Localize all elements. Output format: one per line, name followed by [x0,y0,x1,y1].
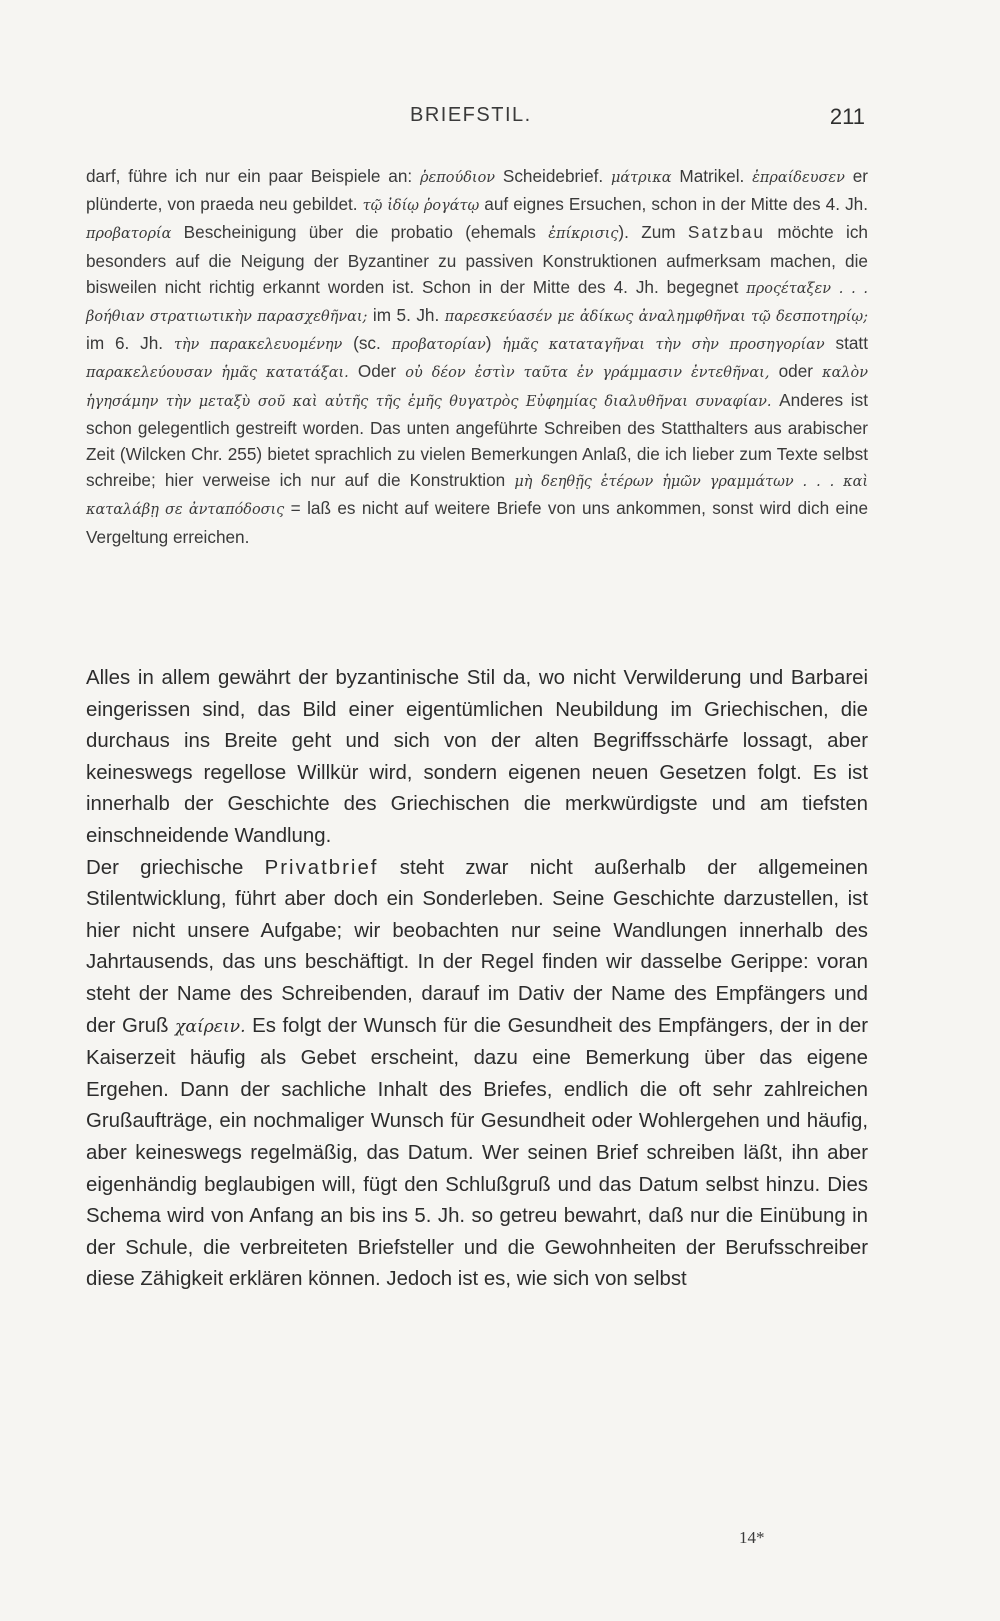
greek-quote: τὴν παρακελευομένην [173,337,343,354]
greek-quote: προβατορίαν [391,337,486,354]
paragraph-privatbrief: Der griechische Privatbrief steht zwar nicht außerhalb der allgemeinen Stilentwicklung, führt aber doch ein Sonderleben. Seine Geschichte darzustellen, ist hier nicht unsere Aufgabe; wir beobachten nur seine Wandlungen innerhalb des Jahrtausends, das uns beschäftigt. In der Regel finden wir dasselbe Gerippe: voran steht der Name des Schreibenden, darauf im Dativ der Name des Empfängers und der Gruß χαίρειν. Es folgt der Wunsch für die Gesundheit des Empfängers, der in der Kaiserzeit häufig als Gebet erscheint, dazu eine Bemerkung über das eigene Ergehen. Dann der sachliche Inhalt des Briefes, endlich die oft sehr zahlreichen Grußaufträge, ein nochmaliger Wunsch für Gesundheit oder Wohlergehen und häufig, aber keineswegs regelmäßig, das Datum. Wer seinen Brief schreiben läßt, ihn aber eigenhändig beglaubigen will, fügt den Schlußgruß und das Datum selbst hinzu. Dies Schema wird von Anfang an bis ins 5. Jh. so getreu bewahrt, daß nur die Einübung in der Schule, die verbreiteten Briefsteller und die Gewohnheiten der Berufsschreiber diese Zähigkeit erklären können. Jedoch ist es, wie sich von selbst [86,856,868,1291]
greek-term: τῷ ἰδίῳ ῥογάτῳ [362,198,480,215]
greek-quote: ἡμᾶς καταταγῆναι τὴν σὴν προσηγορίαν [502,337,825,354]
printer-signature: 14* [739,1528,765,1547]
greek-term: χαίρειν. [175,1016,246,1037]
greek-term: μάτρικα [611,170,672,186]
greek-term: ἐπραίδευσεν [752,170,845,186]
greek-quote: παρακελεύουσαν ἡμᾶς κατατάξαι. [86,365,349,382]
greek-quote: μὴ δεηθῇς ἑτέρων ἡμῶν γραμμάτων . . . καὶ καταλάβῃ σε ἀνταπόδοσις [86,474,868,519]
greek-quote: παρεσκεύασέν με ἀδίκως ἀναλημφθῆναι τῷ δεσποτηρίῳ; [444,309,868,326]
greek-term: ἐπίκρισις [548,226,619,243]
running-head [410,104,865,134]
footnote-block [86,163,868,550]
main-text [86,663,868,1296]
footnote-paragraph: darf, führe ich nur ein paar Beispiele an: ῥεπούδιον Scheidebrief. μάτρικα Matrikel. ἐπραίδευσεν er plünderte, von praeda neu gebildet. τῷ ἰδίῳ ῥογάτῳ auf eignes Ersuchen, schon in der Mitte des 4. Jh. προβατορία Bescheinigung über die probatio (ehemals ἐπίκρισις). Zum Satzbau möchte ich besonders auf die Neigung der Byzantiner zu passiven Konstruktionen aufmerksam machen, die bisweilen nicht richtig erkannt worden ist. Schon in der Mitte des 4. Jh. begegnet προςέταξεν . . . βοήθιαν στρατιωτικὴν παρασχεθῆναι; im 5. Jh. παρεσκεύασέν με ἀδίκως ἀναλημφθῆναι τῷ δεσποτηρίῳ; im 6. Jh. τὴν παρακελευομένην (sc. προβατορίαν) ἡμᾶς καταταγῆναι τὴν σὴν προσηγορίαν statt παρακελεύουσαν ἡμᾶς κατατάξαι. Oder οὐ δέον ἐστὶν ταῦτα ἐν γράμμασιν ἐντεθῆναι, oder καλὸν ἡγησάμην τὴν μεταξὺ σοῦ καὶ αὐτῆς τῆς ἐμῆς θυγατρὸς Εὐφημίας διαλυθῆναι συναφίαν. Anderes ist schon gelegentlich gestreift worden. Das unten angeführte Schreiben des Statthalters aus arabischer Zeit (Wilcken Chr. 255) bietet sprachlich zu vielen Bemerkungen Anlaß, die ich lieber zum Texte selbst schreibe; hier verweise ich nur auf die Konstruktion μὴ δεηθῇς ἑτέρων ἡμῶν γραμμάτων . . . καὶ καταλάβῃ σε ἀνταπόδοσις = laß es nicht auf weitere Briefe von uns ankommen, sonst wird dich eine Vergeltung erreichen. [86,166,869,547]
greek-quote: οὐ δέον ἐστὶν ταῦτα ἐν γράμμασιν ἐντεθῆναι, [405,365,770,382]
greek-quote: προςέταξεν . . . βοήθιαν στρατιωτικὴν παρασχεθῆναι; [86,280,868,326]
spaced-keyword: Privatbrief [264,856,379,879]
greek-quote: καλὸν ἡγησάμην τὴν μεταξὺ σοῦ καὶ αὐτῆς τῆς ἐμῆς θυγατρὸς Εὐφημίας διαλυθῆναι συναφίαν. [86,365,869,410]
paragraph-style-summary: Alles in allem gewährt der byzantinische Stil da, wo nicht Verwilderung und Barbarei eingerissen sind, das Bild einer eigentümlichen Neubildung im Griechischen, die durchaus ins Breite geht und sich von der alten Begriffsschärfe lossagt, aber keineswegs regellose Willkür wird, sondern eigenen neuen Gesetzen folgt. Es ist innerhalb der Geschichte des Griechischen die merkwürdigste und am tiefsten einschneidende Wandlung. [86,667,868,847]
spaced-keyword: Satzbau [687,222,765,243]
greek-term: ῥεπούδιον [420,170,496,186]
page-number: 211 [829,104,865,129]
running-title: BRIEFSTIL. [410,104,532,126]
greek-term: προβατορία [86,226,172,243]
